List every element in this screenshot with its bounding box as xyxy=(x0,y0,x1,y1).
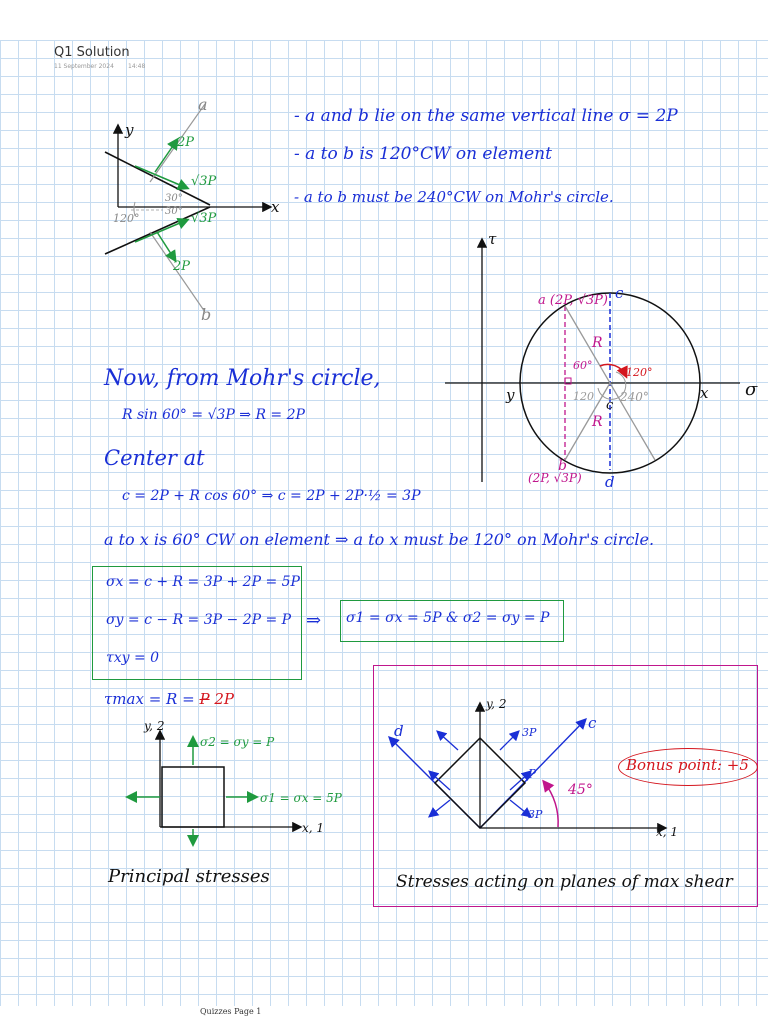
now-from-mohr: Now, from Mohr's circle, xyxy=(104,366,381,391)
tau-max-label: τmax = R = xyxy=(104,690,195,708)
elem-30b: 30° xyxy=(165,206,183,217)
elem-3p-top: √3P xyxy=(191,174,217,189)
mohr-120b: 120 xyxy=(573,390,594,403)
sigma-x-eq: σx = c + R = 3P + 2P = 5P xyxy=(106,574,300,590)
a-to-x-note: a to x is 60° CW on element ⇒ a to x must be 120° on Mohr's circle. xyxy=(104,530,655,549)
footer-band xyxy=(0,1006,768,1024)
principal-s2: σ2 = σy = P xyxy=(200,735,275,749)
max-shear-caption: Stresses acting on planes of max shear xyxy=(396,872,733,892)
principal-x1: x, 1 xyxy=(302,821,325,835)
shear-x1: x, 1 xyxy=(656,825,679,839)
mohr-r1: R xyxy=(592,335,603,351)
elem-120: 120° xyxy=(113,212,140,225)
mohr-120a: 120° xyxy=(626,366,653,379)
bonus-point: Bonus point: +5 xyxy=(626,756,749,774)
sigma-y-eq: σy = c − R = 3P − 2P = P xyxy=(106,612,292,628)
mohr-y: y xyxy=(506,386,515,404)
elem-3p-bot: √3P xyxy=(191,211,217,226)
c-equation: c = 2P + R cos 60° ⇒ c = 2P + 2P·½ = 3P xyxy=(122,488,421,504)
mohr-b-point: (2P, √3P) xyxy=(528,471,582,485)
shear-45: 45° xyxy=(568,782,593,798)
elem-a: a xyxy=(198,95,208,114)
elem-x: x xyxy=(271,198,280,216)
tau-max-eq xyxy=(104,690,234,708)
note-line-2: - a to b is 120°CW on element xyxy=(294,144,552,164)
elem-2p-bot: 2P xyxy=(173,259,191,274)
mohr-240: 240° xyxy=(620,390,649,404)
principal-s1: σ1 = σx = 5P xyxy=(260,791,342,805)
mohr-r2: R xyxy=(592,414,603,430)
page-time: 14:48 xyxy=(128,63,146,70)
element-figure xyxy=(95,92,290,322)
mohr-tau: τ xyxy=(488,230,497,248)
shear-d: d xyxy=(394,722,404,740)
mohr-x: x xyxy=(700,384,709,402)
mohr-60: 60° xyxy=(573,359,593,372)
mohr-c-center: c xyxy=(606,398,614,413)
mohr-circle-figure xyxy=(440,230,765,495)
note-line-3: - a to b must be 240°CW on Mohr's circle. xyxy=(294,188,614,206)
elem-2p-top: 2P xyxy=(177,135,195,150)
principal-figure xyxy=(110,720,360,850)
tau-max-value: 2P xyxy=(214,690,234,708)
principal-stresses-caption: Principal stresses xyxy=(108,866,270,887)
mohr-sigma: σ xyxy=(745,379,758,400)
page-footer: Quizzes Page 1 xyxy=(200,1007,262,1016)
shear-3p-bot: 3P xyxy=(528,808,543,821)
mohr-c-top: c xyxy=(615,284,624,302)
page-title: Q1 Solution xyxy=(54,45,130,60)
mohr-a-point: a (2P, √3P) xyxy=(538,293,608,308)
elem-30a: 30° xyxy=(165,193,183,204)
page-date: 11 September 2024 xyxy=(54,63,114,70)
implies-arrow: ⇒ xyxy=(306,610,322,631)
shear-c: c xyxy=(588,714,597,732)
shear-y2: y, 2 xyxy=(486,697,507,711)
r-equation: R sin 60° = √3P ⇒ R = 2P xyxy=(122,407,305,423)
mohr-d: d xyxy=(605,473,615,491)
elem-b: b xyxy=(201,305,212,322)
center-at: Center at xyxy=(104,446,205,470)
tau-max-struck: P xyxy=(199,690,210,708)
elem-y: y xyxy=(125,121,134,139)
principal-eq: σ1 = σx = 5P & σ2 = σy = P xyxy=(346,610,550,626)
tau-xy-eq: τxy = 0 xyxy=(106,650,160,666)
shear-3p-top: 3P xyxy=(522,726,537,739)
note-line-1: - a and b lie on the same vertical line σ = 2P xyxy=(294,106,678,126)
shear-p: P xyxy=(528,767,537,781)
mohr-b: b xyxy=(558,458,567,474)
principal-y2: y, 2 xyxy=(144,720,165,733)
header-band xyxy=(0,0,768,40)
